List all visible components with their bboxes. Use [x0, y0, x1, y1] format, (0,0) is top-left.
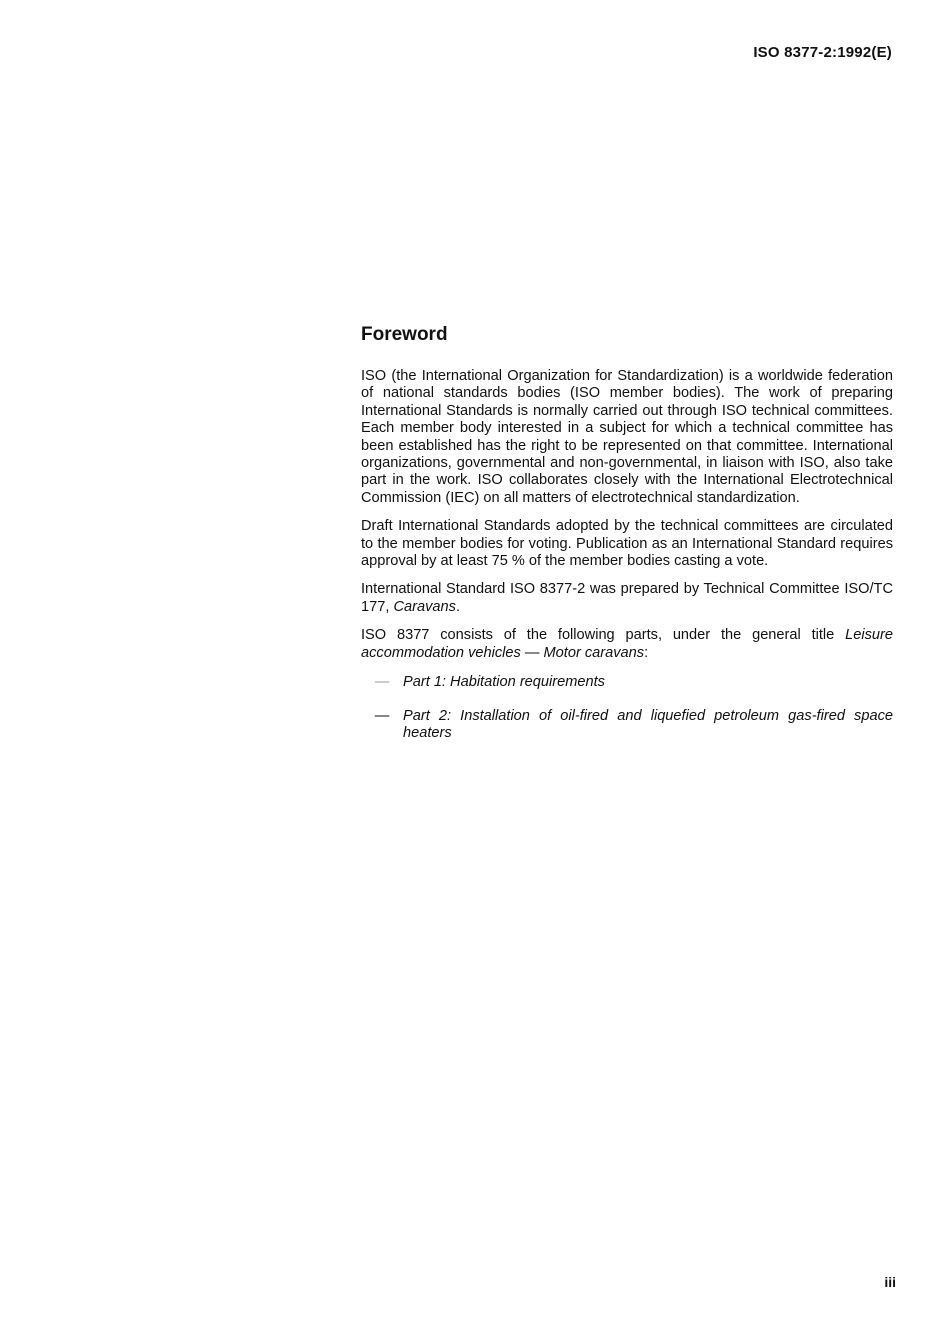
paragraph-parts-intro — [361, 627, 893, 662]
list-dash: — — [374, 674, 390, 691]
parts-list — [361, 674, 893, 742]
list-item — [361, 708, 893, 743]
list-dash: — — [374, 707, 390, 724]
committee-name: Caravans — [393, 598, 456, 615]
paragraph-draft-standards: Draft International Standards adopted by the technical committees are circulated to the member bodies for voting. Publication as an International Standard requires approval by at least 75 % of the member bodies casting a vote. — [361, 518, 893, 570]
prepared-by-lead: International Standard ISO 8377-2 was prepared by Technical Committee ISO/TC 177, — [361, 581, 893, 615]
paragraph-prepared-by — [361, 581, 893, 616]
list-item — [361, 674, 893, 691]
part-2-title: Part 2: Installation of oil-fired and liquefied petroleum gas-fired space heaters — [403, 707, 893, 741]
section-title: Foreword — [361, 324, 448, 345]
foreword-section — [361, 324, 893, 758]
document-identifier: ISO 8377-2:1992(E) — [753, 44, 892, 61]
part-1-title: Part 1: Habitation requirements — [403, 674, 605, 691]
general-title: Leisure accommodation vehicles — Motor caravans — [361, 627, 893, 661]
paragraph-iso-description: ISO (the International Organization for Standardization) is a worldwide federation of national standards bodies (ISO member bodies). The work of preparing International Standards is normally carried out through ISO technical committees. Each member body interested in a subject for which a technical committee has been established has the right to be represented on that committee. International organizations, governmental and non-governmental, in liaison with ISO, also take part in the work. ISO collaborates closely with the International Electrotechnical Commission (IEC) on all matters of electrotechnical standardization. — [361, 368, 893, 506]
prepared-by-end: . — [455, 598, 460, 615]
page-number: iii — [884, 1274, 896, 1290]
parts-intro-lead: ISO 8377 consists of the following parts, under the general title — [361, 627, 846, 644]
parts-intro-end: : — [644, 644, 649, 661]
